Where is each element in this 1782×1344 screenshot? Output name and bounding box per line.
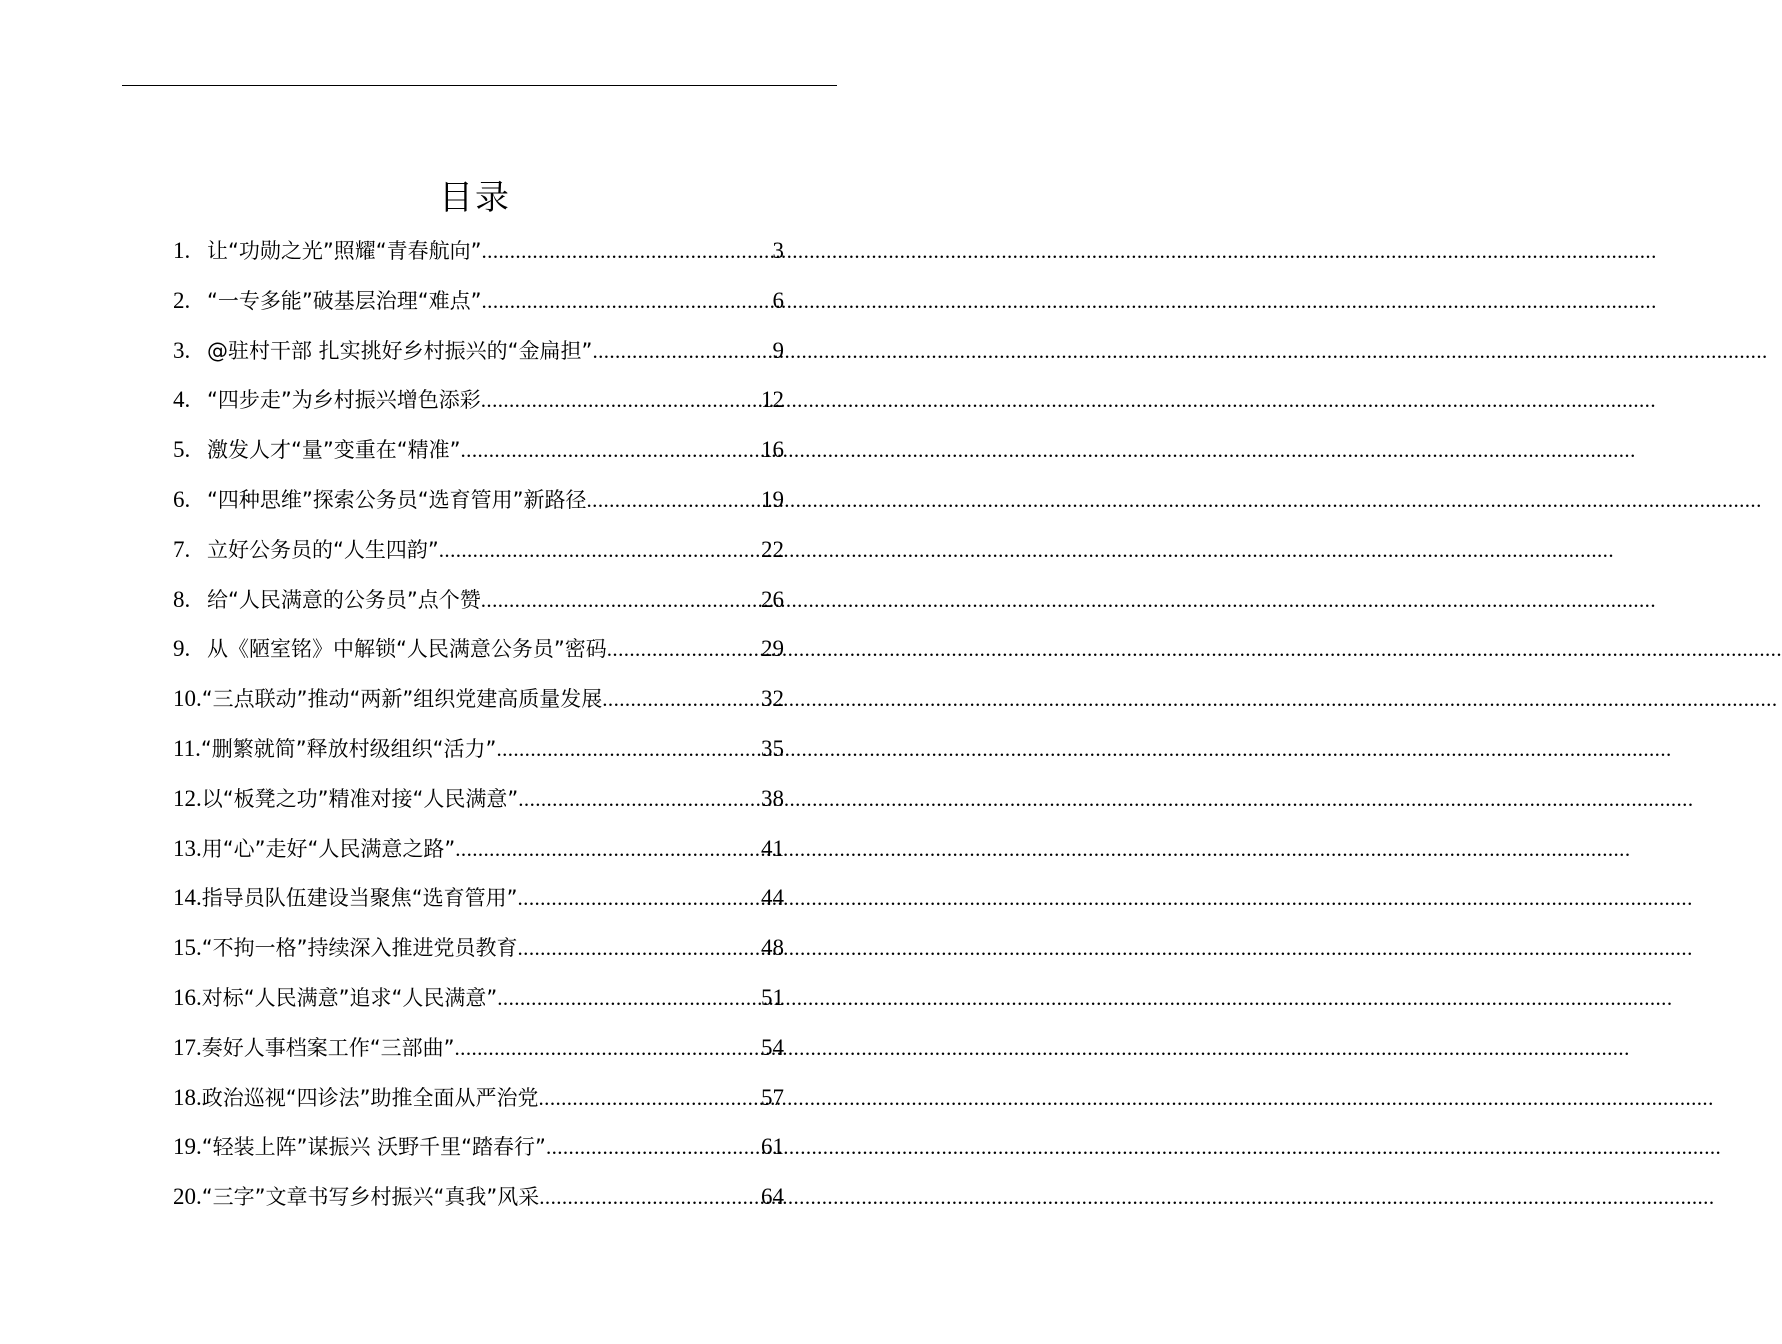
toc-entry-number: 19. <box>173 1134 202 1160</box>
toc-dot-leader <box>539 1173 761 1223</box>
toc-entry[interactable] <box>173 276 784 326</box>
toc-entry-number: 1. <box>173 238 191 263</box>
toc-entry-page: 6 <box>772 287 784 313</box>
toc-entry[interactable] <box>173 525 784 575</box>
toc-entry-page: 48 <box>761 935 784 961</box>
toc-entry[interactable] <box>173 624 784 674</box>
toc-entry[interactable] <box>173 923 784 973</box>
toc-entry-number: 14. <box>173 885 202 911</box>
toc-entry[interactable] <box>173 1073 784 1123</box>
toc-entry-page: 35 <box>761 735 784 761</box>
toc-entry-number: 6. <box>173 486 191 512</box>
toc-entry-number: 2. <box>173 287 191 313</box>
toc-entry-title: 用“心”走好“人民满意之路” <box>201 836 456 861</box>
toc-entry-title: “四步走”为乡村振兴增色添彩 <box>207 388 481 413</box>
toc-dot-leader <box>518 775 761 825</box>
toc-entry-title: 对标“人民满意”追求“人民满意” <box>201 985 498 1010</box>
toc-entry-number: 16. <box>173 984 202 1010</box>
toc-entry-title: @驻村干部 扎实挑好乡村振兴的“金扁担” <box>207 338 593 363</box>
toc-entry-title: “三点联动”推动“两新”组织党建高质量发展 <box>201 687 603 712</box>
toc-entry[interactable] <box>173 575 784 625</box>
toc-entry-number: 20. <box>173 1184 202 1210</box>
toc-entry-number: 9. <box>173 636 191 662</box>
toc-entry-number: 18. <box>173 1084 202 1110</box>
toc-entry-page: 44 <box>761 885 784 911</box>
toc-dot-leader <box>602 675 761 725</box>
toc-dot-leader <box>592 327 772 377</box>
toc-entry-page: 54 <box>761 1034 784 1060</box>
toc-entry-page: 38 <box>761 785 784 811</box>
toc-entry-number: 11. <box>173 735 201 761</box>
toc-entry-title: 从《陋室铭》中解锁“人民满意公务员”密码 <box>207 637 607 662</box>
toc-entry[interactable] <box>173 824 784 874</box>
toc-entry-title: 政治巡视“四诊法”助推全面从严治党 <box>201 1085 539 1110</box>
toc-entry-page: 41 <box>761 835 784 861</box>
toc-dot-leader <box>455 825 761 875</box>
toc-dot-leader <box>546 1123 761 1173</box>
toc-entry[interactable] <box>173 774 784 824</box>
toc-dot-leader <box>481 576 761 626</box>
toc-entry-page: 29 <box>761 636 784 662</box>
toc-entry-number: 8. <box>173 586 191 612</box>
toc-dot-leader <box>518 924 761 974</box>
toc-list <box>173 226 784 1222</box>
toc-entry-title: “三字”文章书写乡村振兴“真我”风采 <box>201 1185 540 1210</box>
toc-entry[interactable] <box>173 375 784 425</box>
toc-entry-page: 12 <box>761 387 784 413</box>
toc-dot-leader <box>587 476 761 526</box>
toc-entry-page: 22 <box>761 536 784 562</box>
toc-entry-number: 5. <box>173 437 191 463</box>
toc-entry-title: 给“人民满意的公务员”点个赞 <box>207 587 481 612</box>
toc-entry[interactable] <box>173 1172 784 1222</box>
toc-dot-leader <box>455 1024 761 1074</box>
toc-dot-leader <box>607 625 761 675</box>
toc-entry[interactable] <box>173 873 784 923</box>
toc-entry-page: 16 <box>761 437 784 463</box>
toc-entry-page: 26 <box>761 586 784 612</box>
toc-entry-title: 奏好人事档案工作“三部曲” <box>201 1035 455 1060</box>
toc-entry-number: 13. <box>173 835 202 861</box>
toc-entry-title: “不拘一格”持续深入推进党员教育 <box>201 936 518 961</box>
toc-entry-number: 3. <box>173 337 191 363</box>
toc-entry-number: 7. <box>173 536 191 562</box>
toc-entry[interactable] <box>173 973 784 1023</box>
toc-entry-title: “删繁就简”释放村级组织“活力” <box>200 736 497 761</box>
toc-dot-leader <box>482 227 773 277</box>
toc-entry[interactable] <box>173 475 784 525</box>
toc-entry[interactable] <box>173 326 784 376</box>
toc-entry-title: 让“功勋之光”照耀“青春航向” <box>207 239 482 263</box>
toc-entry-title: 指导员队伍建设当聚焦“选育管用” <box>201 886 518 911</box>
toc-entry-page: 32 <box>761 686 784 712</box>
toc-entry-title: “一专多能”破基层治理“难点” <box>207 288 482 313</box>
toc-dot-leader <box>496 725 761 775</box>
toc-entry-number: 10. <box>173 686 202 712</box>
toc-entry-page: 61 <box>761 1134 784 1160</box>
toc-entry-page: 51 <box>761 984 784 1010</box>
toc-entry-page: 64 <box>761 1184 784 1210</box>
toc-entry-title: 激发人才“量”变重在“精准” <box>207 438 461 463</box>
toc-dot-leader <box>518 874 761 924</box>
toc-dot-leader <box>481 376 761 426</box>
toc-entry[interactable] <box>173 226 784 276</box>
toc-entry-number: 4. <box>173 387 191 413</box>
toc-entry-page: 3 <box>772 238 784 263</box>
toc-title: 目录 <box>439 178 511 218</box>
toc-dot-leader <box>539 1074 761 1124</box>
toc-entry-title: “轻装上阵”谋振兴 沃野千里“踏春行” <box>201 1135 546 1160</box>
toc-entry-title: “四种思维”探索公务员“选育管用”新路径 <box>207 487 587 512</box>
toc-entry-number: 15. <box>173 935 202 961</box>
toc-dot-leader <box>497 974 761 1024</box>
toc-entry-page: 19 <box>761 486 784 512</box>
toc-entry[interactable] <box>173 425 784 475</box>
toc-entry-number: 12. <box>173 785 202 811</box>
toc-entry-page: 57 <box>761 1084 784 1110</box>
toc-entry[interactable] <box>173 1023 784 1073</box>
toc-dot-leader <box>482 277 773 327</box>
toc-entry-title: 以“板凳之功”精准对接“人民满意” <box>201 786 519 811</box>
toc-entry[interactable] <box>173 724 784 774</box>
toc-dot-leader <box>461 426 761 476</box>
toc-entry-title: 立好公务员的“人生四韵” <box>207 537 439 562</box>
toc-entry-page: 9 <box>772 337 784 363</box>
toc-entry[interactable] <box>173 1122 784 1172</box>
toc-entry-number: 17. <box>173 1034 202 1060</box>
toc-entry[interactable] <box>173 674 784 724</box>
header-rule <box>122 85 837 86</box>
toc-dot-leader <box>439 526 761 576</box>
